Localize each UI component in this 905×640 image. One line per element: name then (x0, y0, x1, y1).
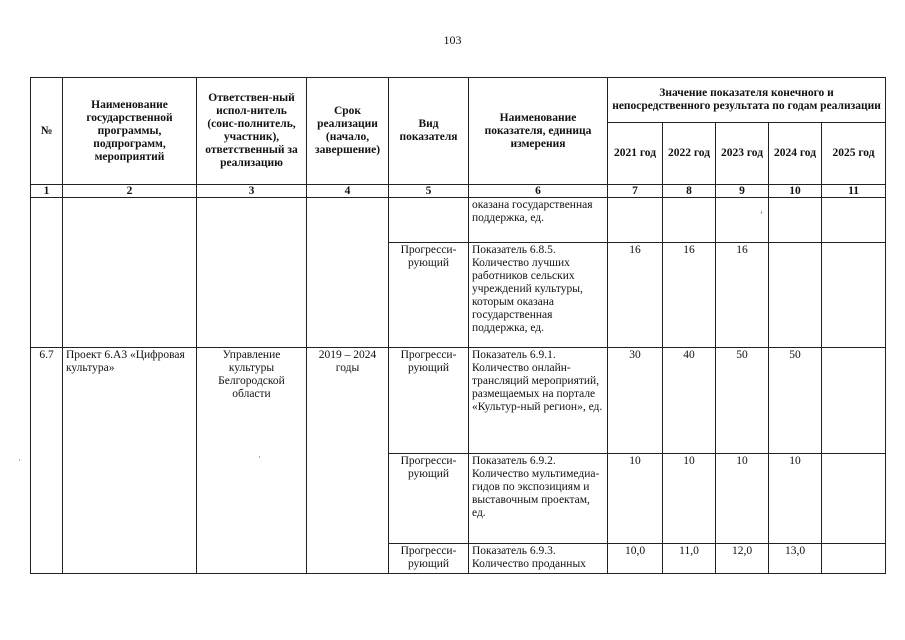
value-2023: 12,0 (716, 544, 769, 574)
header-values-group: Значение показателя конечного и непосредственного результата по годам реализации (608, 78, 886, 123)
value-2023: 10 (716, 454, 769, 544)
responsible (197, 198, 307, 348)
scan-speck: · (18, 455, 21, 465)
header-year-2025: 2025 год (822, 123, 886, 185)
header-responsible: Ответствен-ный испол-нитель (соис-полнитель, участник), ответственный за реализацию (197, 78, 307, 185)
header-number: № (31, 78, 63, 185)
indicators-table (30, 77, 886, 574)
page-number: 103 (443, 33, 462, 47)
column-number: 2 (63, 185, 197, 198)
header-program-name: Наименование государственной программы, подпрограмм, мероприятий (63, 78, 197, 185)
column-number: 7 (608, 185, 663, 198)
value-2025 (822, 544, 886, 574)
term: 2019 – 2024 годы (307, 348, 389, 574)
value-2021: 16 (608, 243, 663, 348)
value-2022: 40 (663, 348, 716, 454)
column-number: 6 (469, 185, 608, 198)
value-2025 (822, 243, 886, 348)
value-2022 (663, 198, 716, 243)
column-number: 1 (31, 185, 63, 198)
header-year-2023: 2023 год (716, 123, 769, 185)
indicator-type: Прогресси-рующий (389, 348, 469, 454)
indicator-name: Показатель 6.9.2. Количество мультимедиа-гидов по экспозициям и выставочным проектам, ед. (469, 454, 608, 544)
value-2023: 16 (716, 243, 769, 348)
value-2022: 11,0 (663, 544, 716, 574)
column-number: 3 (197, 185, 307, 198)
scan-speck: ʼ (760, 210, 763, 220)
value-2024 (769, 198, 822, 243)
indicator-type: Прогресси-рующий (389, 243, 469, 348)
value-2023: 50 (716, 348, 769, 454)
column-number: 9 (716, 185, 769, 198)
row-number (31, 198, 63, 348)
indicator-type: Прогресси-рующий (389, 544, 469, 574)
value-2021 (608, 198, 663, 243)
value-2021: 30 (608, 348, 663, 454)
value-2025 (822, 198, 886, 243)
value-2024: 50 (769, 348, 822, 454)
program-name (63, 198, 197, 348)
header-year-2024: 2024 год (769, 123, 822, 185)
program-name: Проект 6.А3 «Цифровая культура» (63, 348, 197, 574)
term (307, 198, 389, 348)
header-term: Срок реализации (начало, завершение) (307, 78, 389, 185)
column-number: 5 (389, 185, 469, 198)
row-number: 6.7 (31, 348, 63, 574)
value-2022: 16 (663, 243, 716, 348)
value-2021: 10,0 (608, 544, 663, 574)
column-number: 4 (307, 185, 389, 198)
indicator-name: Показатель 6.8.5. Количество лучших работников сельских учреждений культуры, которым оказана государственная поддержка, ед. (469, 243, 608, 348)
header-year-2021: 2021 год (608, 123, 663, 185)
value-2025 (822, 454, 886, 544)
column-number: 11 (822, 185, 886, 198)
column-number: 8 (663, 185, 716, 198)
indicator-type (389, 198, 469, 243)
scan-speck: · (258, 452, 261, 462)
column-number: 10 (769, 185, 822, 198)
value-2025 (822, 348, 886, 454)
value-2023 (716, 198, 769, 243)
indicator-name: оказана государственная поддержка, ед. (469, 198, 608, 243)
value-2024: 13,0 (769, 544, 822, 574)
table-row (31, 348, 886, 454)
indicator-type: Прогресси-рующий (389, 454, 469, 544)
header-year-2022: 2022 год (663, 123, 716, 185)
indicator-name: Показатель 6.9.3. Количество проданных (469, 544, 608, 574)
table-row (31, 198, 886, 243)
value-2024 (769, 243, 822, 348)
value-2021: 10 (608, 454, 663, 544)
header-indicator-name: Наименование показателя, единица измерения (469, 78, 608, 185)
value-2022: 10 (663, 454, 716, 544)
header-indicator-type: Вид показателя (389, 78, 469, 185)
responsible: Управление культуры Белгородской области (197, 348, 307, 574)
indicator-name: Показатель 6.9.1. Количество онлайн-трансляций мероприятий, размещаемых на портале «Культур-ный регион», ед. (469, 348, 608, 454)
value-2024: 10 (769, 454, 822, 544)
